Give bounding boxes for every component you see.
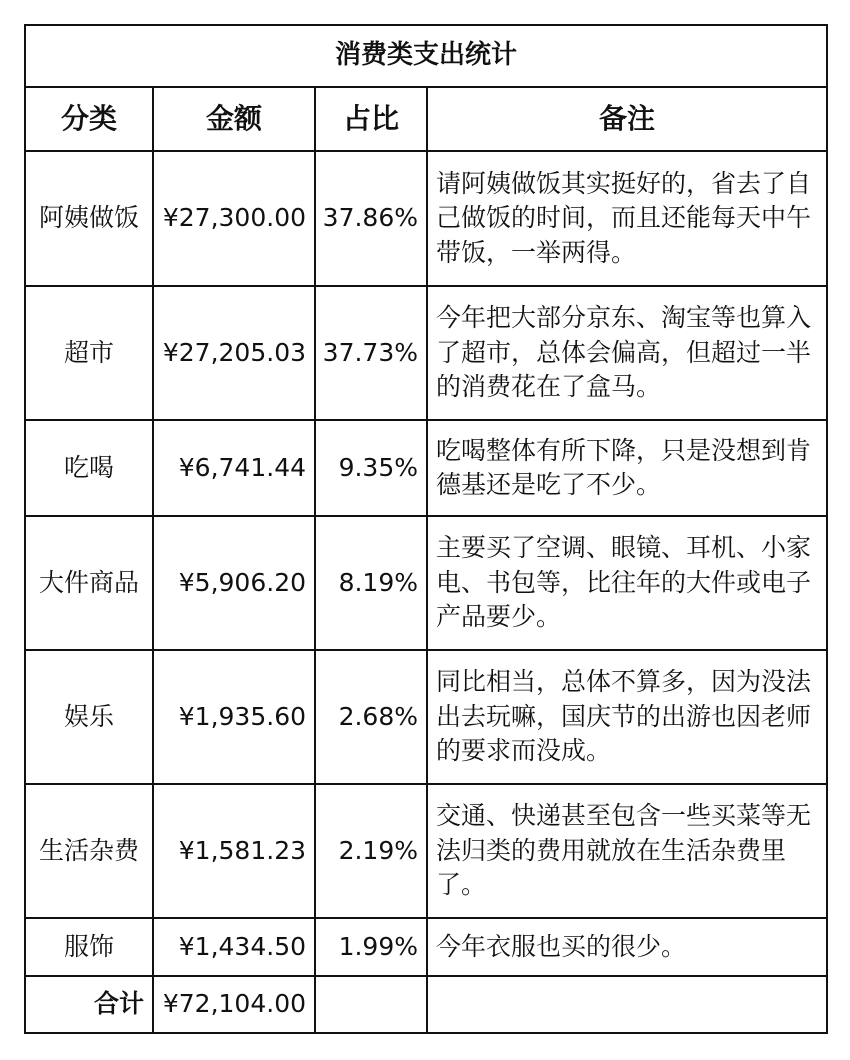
category-cell: 生活杂费 [25,784,153,918]
table-row [25,918,827,976]
category-cell: 超市 [25,286,153,420]
note-cell: 吃喝整体有所下降，只是没想到肯德基还是吃了不少。 [427,420,827,516]
note-cell: 同比相当，总体不算多，因为没法出去玩嘛，国庆节的出游也因老师的要求而没成。 [427,650,827,784]
table-row [25,784,827,918]
total-label: 合计 [25,976,153,1033]
header-note: 备注 [427,87,827,151]
amount-cell: ¥27,300.00 [153,151,315,286]
note-cell: 交通、快递甚至包含一些买菜等无法归类的费用就放在生活杂费里了。 [427,784,827,918]
percent-cell: 37.73% [315,286,427,420]
percent-cell: 2.19% [315,784,427,918]
note-cell: 今年衣服也买的很少。 [427,918,827,976]
table-row [25,650,827,784]
header-percent: 占比 [315,87,427,151]
amount-cell: ¥6,741.44 [153,420,315,516]
percent-cell: 2.68% [315,650,427,784]
amount-cell: ¥27,205.03 [153,286,315,420]
total-note [427,976,827,1033]
category-cell: 吃喝 [25,420,153,516]
amount-cell: ¥1,935.60 [153,650,315,784]
header-amount: 金额 [153,87,315,151]
note-cell: 请阿姨做饭其实挺好的，省去了自己做饭的时间，而且还能每天中午带饭，一举两得。 [427,151,827,286]
table-row [25,286,827,420]
table-title: 消费类支出统计 [25,25,827,87]
title-row [25,25,827,87]
amount-cell: ¥1,434.50 [153,918,315,976]
expense-table [24,24,828,1034]
note-cell: 今年把大部分京东、淘宝等也算入了超市，总体会偏高，但超过一半的消费花在了盒马。 [427,286,827,420]
amount-cell: ¥5,906.20 [153,516,315,650]
percent-cell: 8.19% [315,516,427,650]
table-row [25,516,827,650]
table-row [25,420,827,516]
category-cell: 阿姨做饭 [25,151,153,286]
percent-cell: 37.86% [315,151,427,286]
percent-cell: 1.99% [315,918,427,976]
category-cell: 大件商品 [25,516,153,650]
total-amount: ¥72,104.00 [153,976,315,1033]
table-row [25,151,827,286]
category-cell: 娱乐 [25,650,153,784]
category-cell: 服饰 [25,918,153,976]
percent-cell: 9.35% [315,420,427,516]
header-category: 分类 [25,87,153,151]
note-cell: 主要买了空调、眼镜、耳机、小家电、书包等，比往年的大件或电子产品要少。 [427,516,827,650]
total-percent [315,976,427,1033]
header-row [25,87,827,151]
amount-cell: ¥1,581.23 [153,784,315,918]
total-row [25,976,827,1033]
